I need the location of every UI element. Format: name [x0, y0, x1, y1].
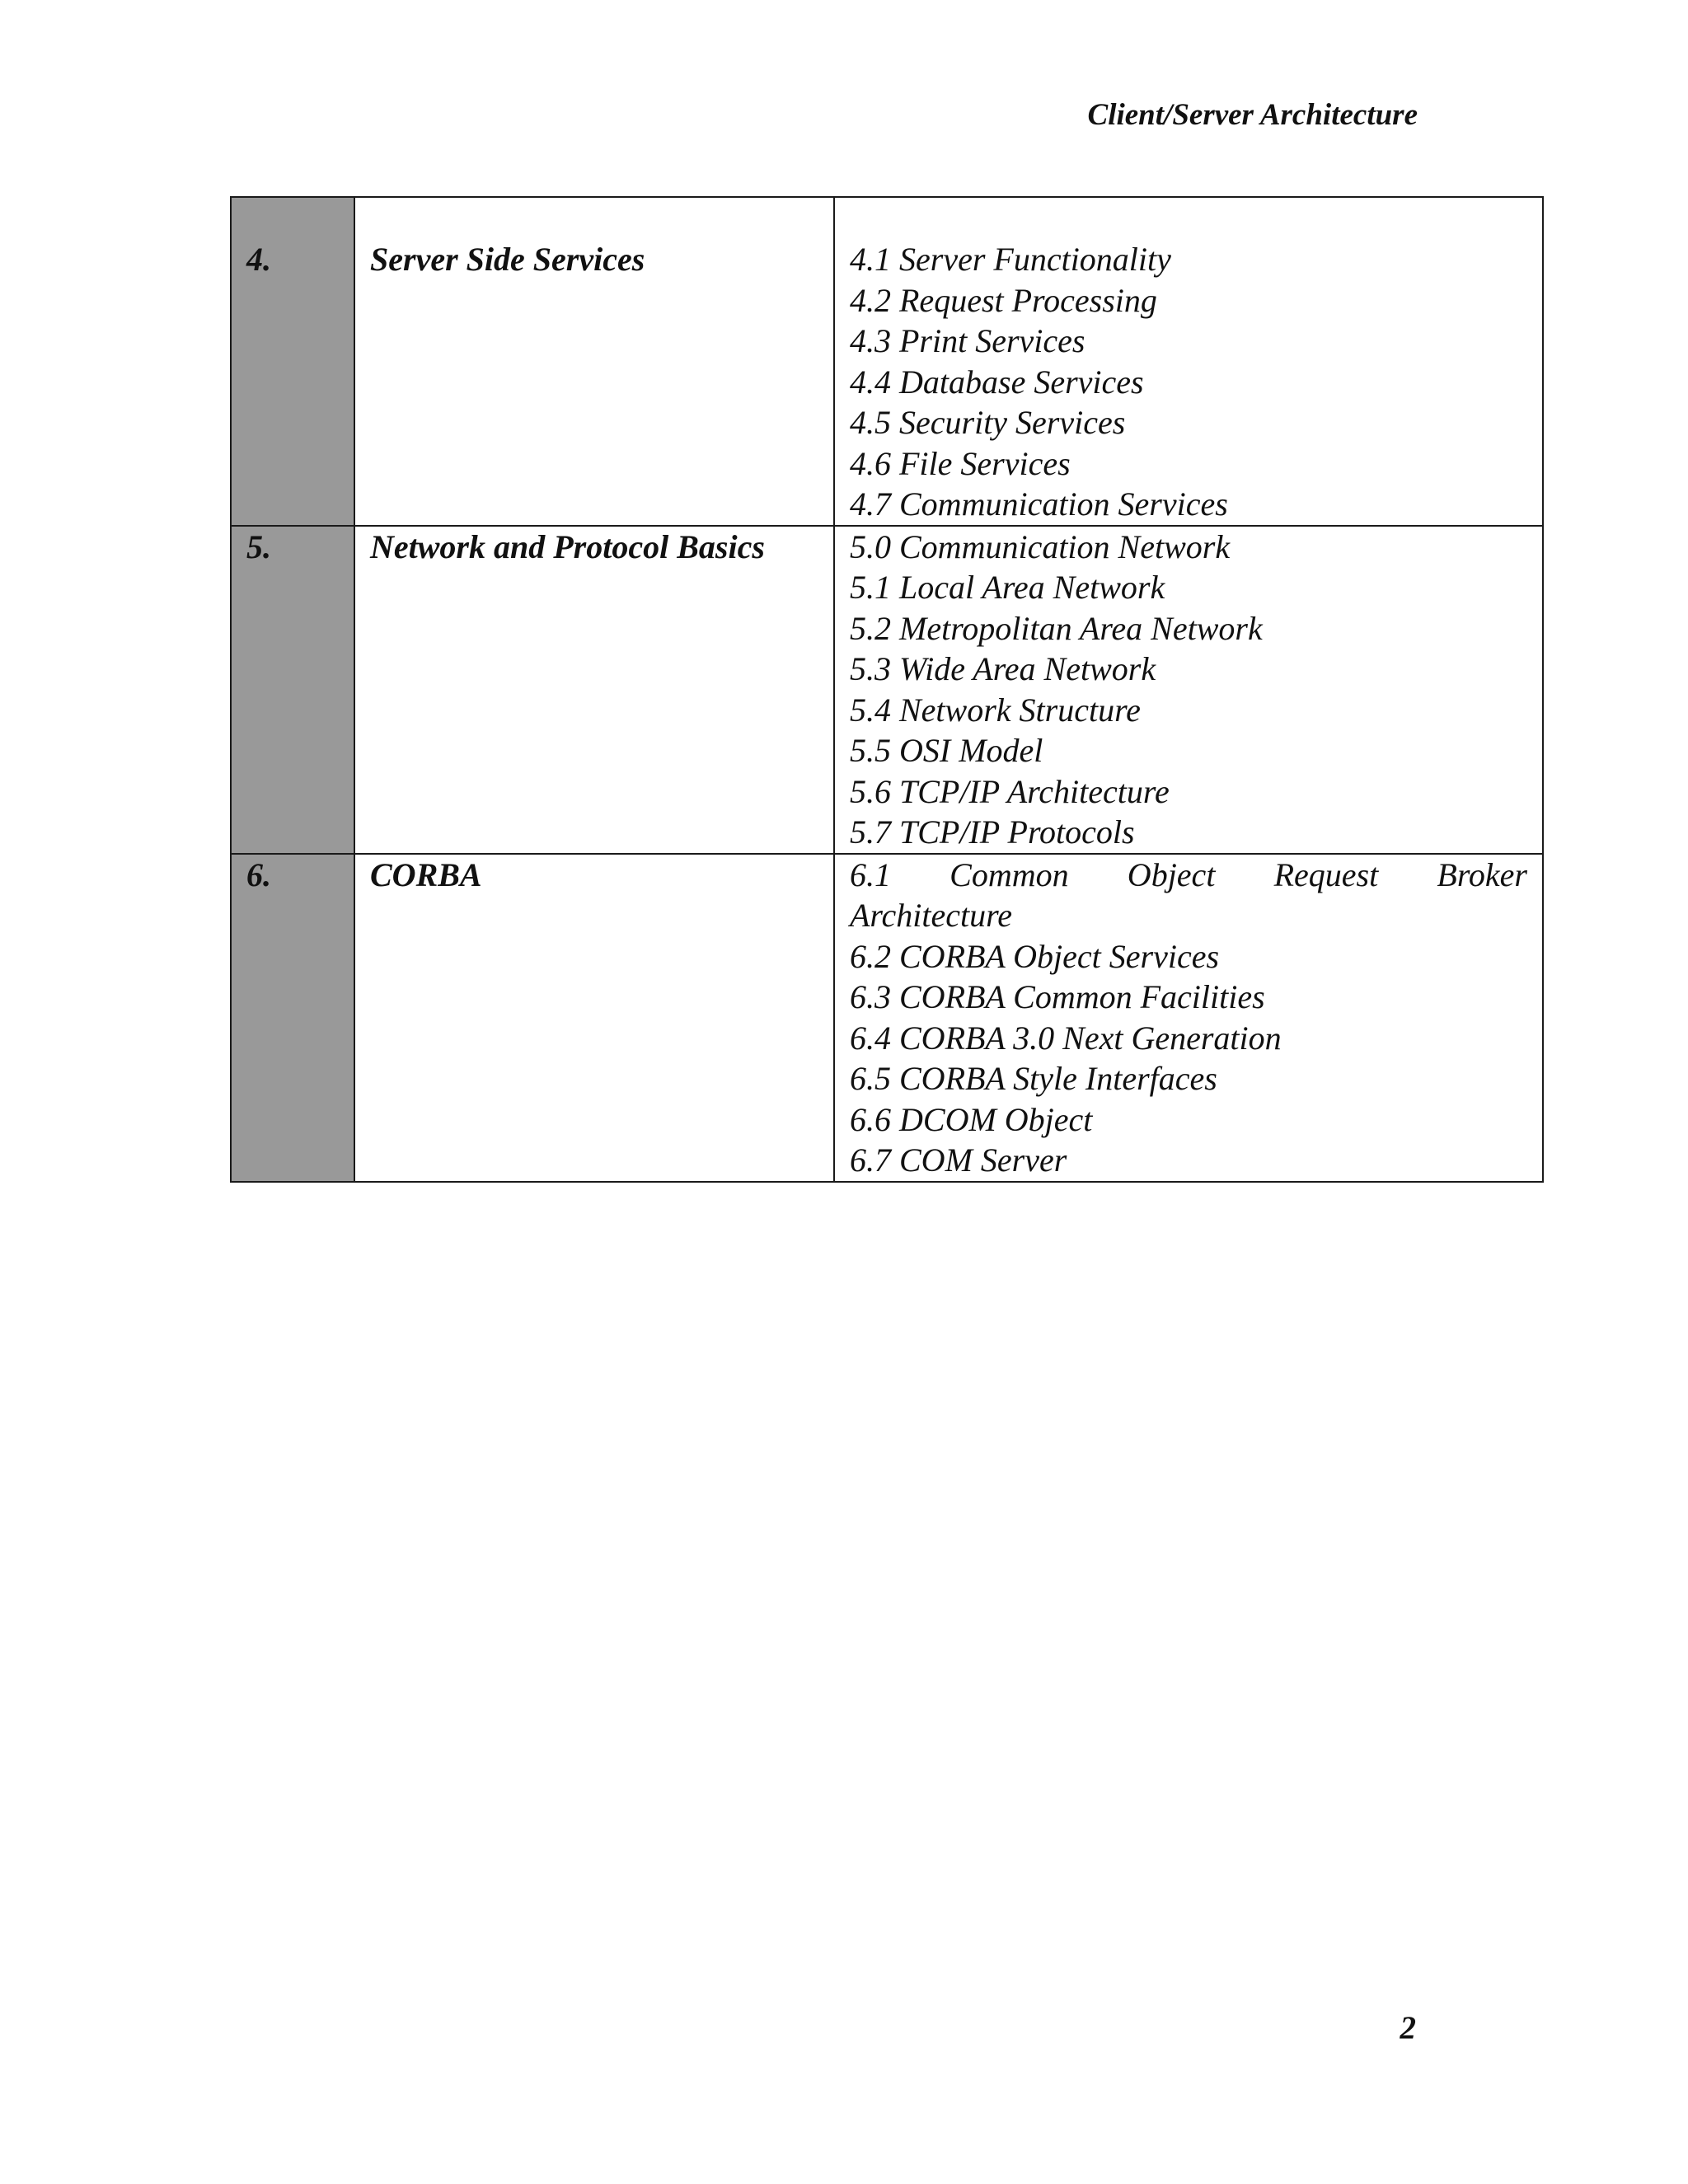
unit-number-cell — [231, 197, 354, 526]
topic-item: 6.1 Common Object Request Broker — [850, 855, 1527, 893]
topic-item: 4.6 File Services — [850, 444, 1071, 482]
topic-item: 5.5 OSI Model — [850, 732, 1043, 769]
table-row — [231, 854, 1543, 1182]
topic-item: 6.6 DCOM Object — [850, 1100, 1093, 1138]
topic-item: 6.2 CORBA Object Services — [850, 937, 1220, 975]
topic-item: 6.5 CORBA Style Interfaces — [850, 1060, 1217, 1097]
unit-title: Network and Protocol Basics — [370, 527, 765, 565]
unit-number-cell — [231, 526, 354, 854]
unit-topics-cell — [834, 526, 1543, 854]
unit-title-cell — [354, 526, 834, 854]
topic-item: 4.4 Database Services — [850, 363, 1144, 401]
topic-item: 5.4 Network Structure — [850, 691, 1141, 729]
topic-item: 5.0 Communication Network — [850, 527, 1231, 565]
unit-title: Server Side Services — [370, 241, 645, 278]
unit-title: CORBA — [370, 855, 482, 893]
unit-number: 6. — [246, 855, 271, 893]
topic-item: 5.3 Wide Area Network — [850, 650, 1156, 687]
unit-title-cell — [354, 854, 834, 1182]
topic-item: 4.2 Request Processing — [850, 281, 1157, 319]
topic-item: 6.7 COM Server — [850, 1141, 1067, 1179]
topic-item: Architecture — [850, 897, 1012, 934]
topic-item: 5.7 TCP/IP Protocols — [850, 813, 1135, 851]
unit-topics-cell — [834, 854, 1543, 1182]
unit-number: 4. — [246, 241, 271, 278]
unit-number: 5. — [246, 527, 271, 565]
topic-item: 5.2 Metropolitan Area Network — [850, 609, 1263, 647]
topic-item: 6.3 CORBA Common Facilities — [850, 978, 1265, 1015]
syllabus-table — [230, 196, 1544, 1183]
unit-title-cell — [354, 197, 834, 526]
topic-item: 4.5 Security Services — [850, 404, 1126, 441]
topic-item: 4.1 Server Functionality — [850, 241, 1171, 278]
unit-number-cell — [231, 854, 354, 1182]
topic-item: 5.1 Local Area Network — [850, 569, 1165, 606]
unit-topics-cell — [834, 197, 1543, 526]
topic-item: 6.4 CORBA 3.0 Next Generation — [850, 1019, 1282, 1057]
table-row — [231, 197, 1543, 526]
topic-item: 5.6 TCP/IP Architecture — [850, 772, 1170, 810]
topic-item: 4.7 Communication Services — [850, 485, 1228, 523]
topic-item: 4.3 Print Services — [850, 322, 1085, 359]
page-number: 2 — [1400, 2010, 1416, 2046]
running-header: Client/Server Architecture — [1087, 98, 1418, 132]
table-row — [231, 526, 1543, 854]
